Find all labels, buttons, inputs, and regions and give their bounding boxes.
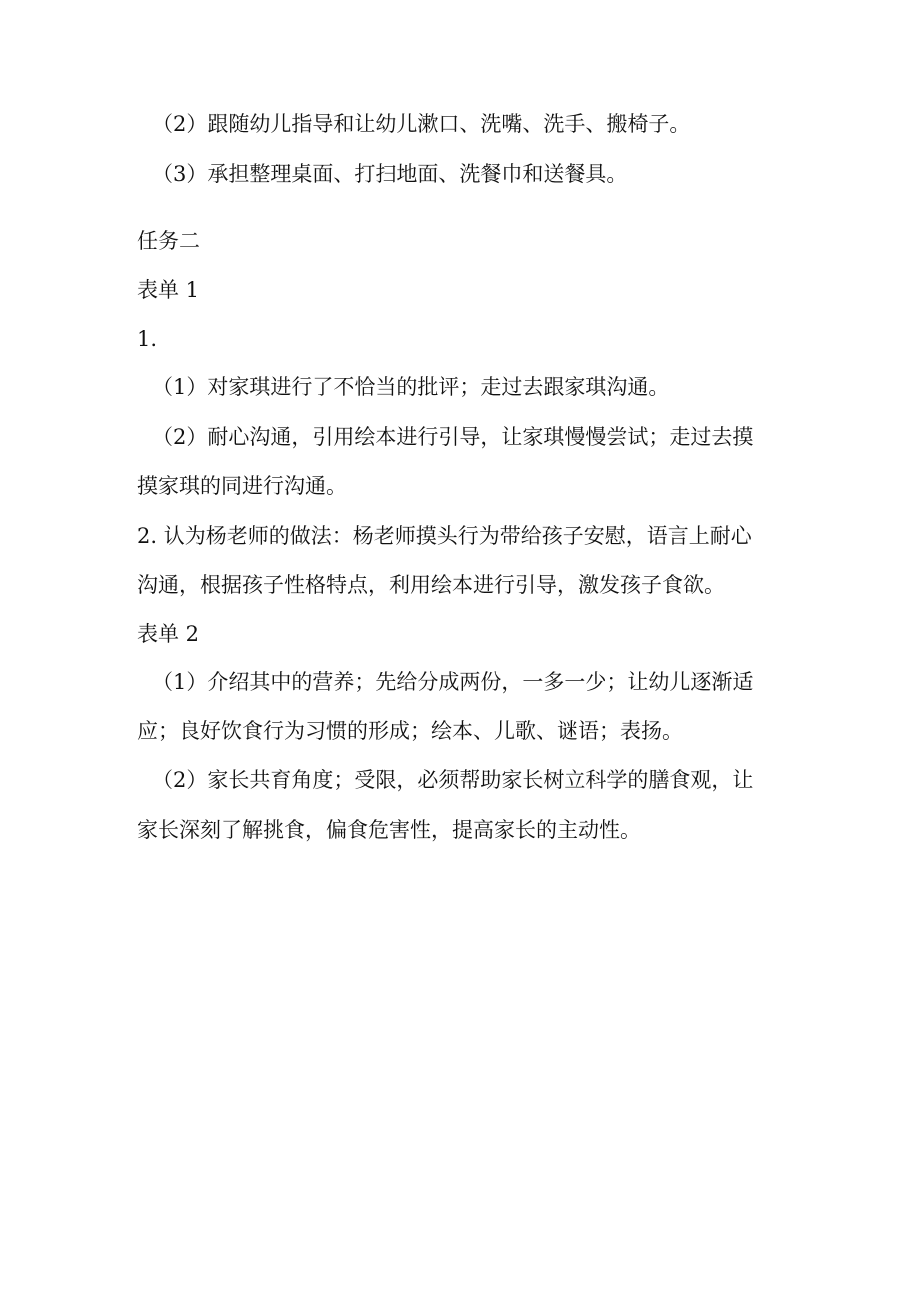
paragraph-line: （2）家长共育角度；受限，必须帮助家长树立科学的膳食观，让 (152, 768, 754, 792)
paragraph-line: （1）介绍其中的营养；先给分成两份，一多一少；让幼儿逐渐适 (152, 670, 754, 694)
form-heading: 表单 1 (137, 278, 200, 302)
item-number: 1. (137, 327, 158, 351)
paragraph-line: 2. 认为杨老师的做法：杨老师摸头行为带给孩子安慰，语言上耐心 (137, 524, 752, 548)
paragraph-line: （1）对家琪进行了不恰当的批评；走过去跟家琪沟通。 (152, 375, 670, 399)
paragraph-line: （2）跟随幼儿指导和让幼儿漱口、洗嘴、洗手、搬椅子。 (152, 112, 691, 136)
paragraph-line: 应；良好饮食行为习惯的形成；绘本、儿歌、谜语；表扬。 (137, 719, 683, 743)
paragraph-line: （3）承担整理桌面、打扫地面、洗餐巾和送餐具。 (152, 162, 628, 186)
form-heading: 表单 2 (137, 622, 200, 646)
paragraph-line: 摸家琪的同进行沟通。 (137, 474, 347, 498)
paragraph-line: 沟通，根据孩子性格特点，利用绘本进行引导，激发孩子食欲。 (137, 573, 725, 597)
section-heading: 任务二 (137, 229, 200, 253)
paragraph-line: （2）耐心沟通，引用绘本进行引导，让家琪慢慢尝试；走过去摸 (152, 425, 754, 449)
paragraph-line: 家长深刻了解挑食，偏食危害性，提高家长的主动性。 (137, 818, 641, 842)
